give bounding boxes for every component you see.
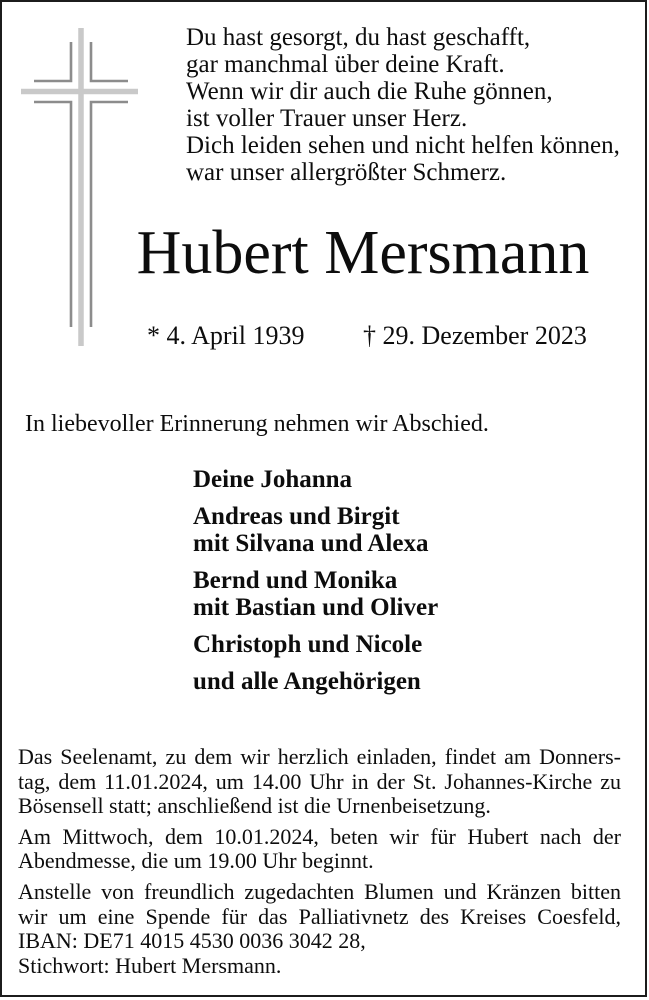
paragraph-line: Anstelle von freundlich zugedachten Blumen und Kränzen bitten: [18, 878, 621, 904]
mourner-line: mit Silvana und Alexa: [193, 530, 429, 557]
mourner-line: Deine Johanna: [193, 466, 353, 493]
mourner-group: [193, 567, 438, 621]
poem-line: Du hast gesorgt, du hast geschafft,: [186, 24, 531, 51]
mourner-group: [193, 668, 438, 695]
birth-date: * 4. April 1939: [147, 321, 305, 350]
poem-line: Dich leiden sehen und nicht helfen können,: [186, 132, 620, 159]
farewell-line: In liebevoller Erinnerung nehmen wir Abschied.: [25, 411, 489, 437]
mourner-group: [193, 466, 438, 493]
mourner-line: mit Bastian und Oliver: [193, 594, 439, 621]
death-date: † 29. Dezember 2023: [363, 321, 587, 350]
donation-paragraph: [18, 880, 621, 978]
mourner-line: und alle Angehörigen: [193, 668, 421, 695]
memorial-cross-icon: [20, 27, 142, 349]
mourner-group: [193, 503, 438, 557]
memorial-poem: [186, 24, 620, 186]
iban-line: IBAN: DE71 4015 4530 0036 3042 28,: [18, 928, 366, 954]
poem-line: war unser allergrößter Schmerz.: [186, 159, 507, 186]
paragraph-line: Am Mittwoch, dem 10.01.2024, beten wir für Hubert nach der: [18, 823, 621, 849]
mourner-group: [193, 631, 438, 658]
paragraph-line: Das Seelenamt, zu dem wir herzlich einladen, findet am Donners-: [18, 744, 621, 769]
paragraph-line: Bösensell statt; anschließend ist die Urnenbeisetzung.: [18, 793, 491, 819]
deceased-name: Hubert Mersmann: [136, 219, 590, 287]
paragraph-line: Abendmesse, die um 19.00 Uhr beginnt.: [18, 848, 374, 874]
mourner-line: Bernd und Monika: [193, 567, 398, 594]
service-paragraph: [18, 745, 621, 819]
service-info: [18, 745, 621, 984]
mourner-line: Christoph und Nicole: [193, 631, 423, 658]
paragraph-line: tag, dem 11.01.2024, um 14.00 Uhr in der St. Johannes-Kirche zu: [18, 768, 621, 794]
keyword-line: Stichwort: Hubert Mersmann.: [18, 952, 282, 978]
mourners-list: [193, 466, 438, 705]
poem-line: Wenn wir dir auch die Ruhe gönnen,: [186, 78, 553, 105]
poem-line: ist voller Trauer unser Herz.: [186, 105, 468, 132]
service-paragraph: [18, 825, 621, 874]
poem-line: gar manchmal über deine Kraft.: [186, 51, 505, 78]
paragraph-line: wir um eine Spende für das Palliativnetz des Kreises Coesfeld,: [18, 903, 621, 929]
mourner-line: Andreas und Birgit: [193, 503, 400, 530]
